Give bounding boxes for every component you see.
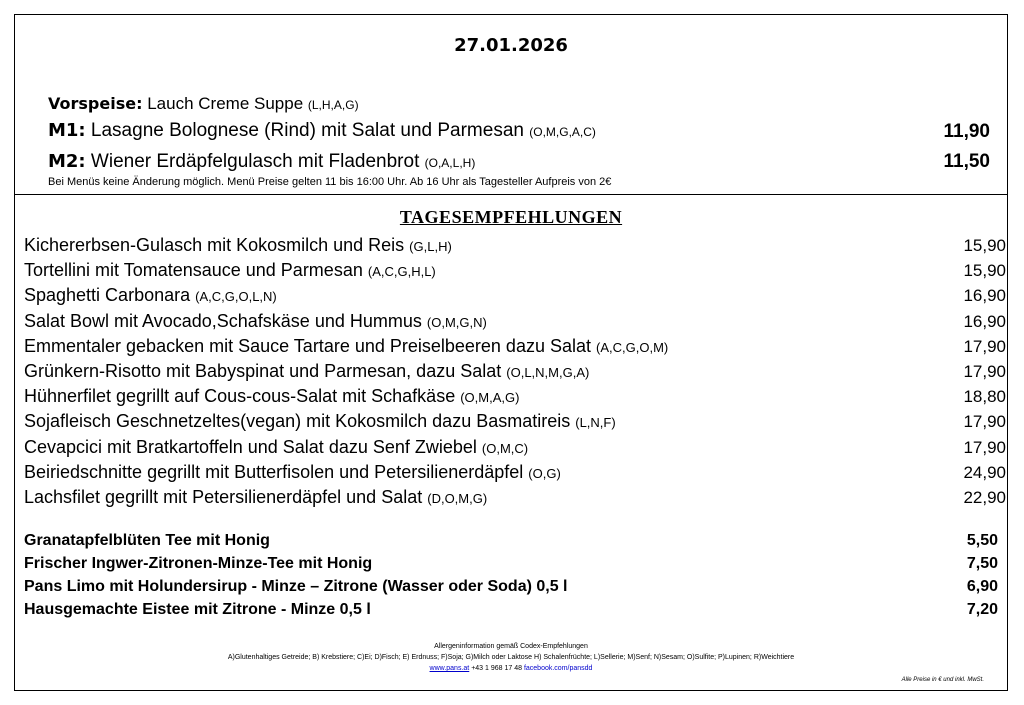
dish-name: Emmentaler gebacken mit Sauce Tartare und Preiselbeeren dazu Salat [24, 335, 591, 356]
section-divider [14, 194, 1008, 195]
drink-price: 6,90 [966, 578, 998, 595]
dish-row [24, 336, 668, 357]
vorspeise-text: Lauch Creme Suppe [147, 94, 304, 113]
dish-row [24, 487, 487, 508]
dish-allergens: (O,M,A,G) [460, 390, 520, 406]
dish-allergens: (O,G) [528, 465, 561, 481]
dish-name: Tortellini mit Tomatensauce und Parmesan [24, 260, 363, 281]
drink-name: Granatapfelblüten Tee mit Honig [24, 532, 270, 549]
dish-name: Grünkern-Risotto mit Babyspinat und Parmesan, dazu Salat [24, 361, 502, 381]
dish-name: Sojafleisch Geschnetzeltes(vegan) mit Kokosmilch dazu Basmatireis [24, 411, 571, 432]
dish-allergens: (L,N,F) [575, 415, 616, 431]
vorspeise-line [48, 94, 359, 114]
vorspeise-allergens: (L,H,A,G) [307, 98, 359, 112]
dish-allergens: (O,M,G,N) [426, 314, 487, 330]
dish-price: 17,90 [963, 362, 1006, 381]
menu-date: 27.01.2026 [454, 35, 568, 56]
m2-allergens: (O,A,L,H) [424, 156, 476, 170]
m2-label: M2: [48, 151, 86, 172]
dish-allergens: (O,M,C) [481, 440, 529, 456]
dish-price: 16,90 [963, 311, 1006, 331]
dish-name: Kichererbsen-Gulasch mit Kokosmilch und Reis [24, 235, 405, 255]
dish-row [24, 235, 452, 256]
m1-text: Lasagne Bolognese (Rind) mit Salat und Parmesan [90, 120, 524, 141]
m2-line [48, 151, 475, 173]
dish-name: Hühnerfilet gegrillt auf Cous-cous-Salat mit Schafkäse [24, 386, 456, 407]
dish-allergens: (D,O,M,G) [427, 491, 488, 506]
dish-row [24, 386, 519, 407]
dish-name: Salat Bowl mit Avocado,Schafskäse und Hummus [24, 310, 422, 331]
drink-price: 7,20 [966, 601, 998, 618]
dish-name: Beiriedschnitte gegrillt mit Butterfisolen und Petersilienerdäpfel [24, 461, 524, 482]
drink-price: 7,50 [966, 555, 998, 572]
drink-name: Hausgemachte Eistee mit Zitrone - Minze 0,5 l [24, 601, 371, 618]
dish-allergens: (A,C,G,H,L) [367, 264, 436, 280]
dish-row [24, 285, 277, 306]
dish-row [24, 411, 616, 432]
website-link[interactable]: www.pans.at [429, 665, 470, 672]
dish-row [24, 260, 436, 281]
drink-name: Frischer Ingwer-Zitronen-Minze-Tee mit Honig [24, 555, 373, 572]
dish-price: 17,90 [963, 336, 1006, 356]
vorspeise-label: Vorspeise: [48, 94, 143, 113]
m1-label: M1: [48, 120, 86, 141]
m2-price: 11,50 [943, 151, 990, 172]
dish-price: 15,90 [963, 236, 1006, 255]
m1-price: 11,90 [943, 121, 990, 142]
dish-name: Cevapcici mit Bratkartoffeln und Salat dazu Senf Zwiebel [24, 436, 477, 457]
drink-name: Pans Limo mit Holundersirup - Minze – Zitrone (Wasser oder Soda) 0,5 l [24, 578, 568, 595]
dish-price: 18,80 [963, 387, 1006, 407]
price-note: Alle Preise in € und inkl. MwSt. [901, 677, 984, 683]
dish-allergens: (A,C,G,O,M) [596, 339, 669, 355]
dish-price: 16,90 [963, 286, 1006, 306]
m2-text: Wiener Erdäpfelgulasch mit Fladenbrot [90, 151, 420, 172]
contact-line [14, 665, 1008, 672]
tagesempfehlungen-title: TAGESEMPFEHLUNGEN [399, 207, 623, 227]
dish-price: 17,90 [963, 437, 1006, 457]
dish-name: Spaghetti Carbonara [24, 285, 191, 306]
dish-price: 24,90 [963, 462, 1006, 482]
dish-row [24, 311, 487, 332]
allergen-legend: A)Glutenhaltiges Getreide; B) Krebstiere; C)Ei; D)Fisch; E) Erdnuss; F)Soja; G)Milch oder Laktose H) Schalenfrüchte; L)Sellerie; M)Senf; N)Sesam; O)Sulfite; P)Lupinen; R)Weichtiere [227, 654, 795, 661]
m1-allergens: (O,M,G,A,C) [529, 125, 596, 139]
dish-row [24, 437, 528, 458]
facebook-link[interactable]: facebook.com/pansdd [523, 665, 593, 672]
dish-allergens: (G,L,H) [409, 239, 452, 254]
allergen-title: Allergeninformation gemäß Codex-Empfehlungen [434, 643, 588, 650]
dish-price: 15,90 [963, 261, 1006, 281]
dish-price: 17,90 [963, 412, 1006, 432]
dish-price: 22,90 [963, 488, 1006, 507]
dish-name: Lachsfilet gegrillt mit Petersilienerdäpfel und Salat [24, 487, 423, 507]
m1-line [48, 120, 596, 142]
phone-number: +43 1 968 17 48 [471, 665, 522, 672]
dish-row [24, 462, 561, 483]
dish-allergens: (O,L,N,M,G,A) [506, 365, 590, 380]
menu-note: Bei Menüs keine Änderung möglich. Menü Preise gelten 11 bis 16:00 Uhr. Ab 16 Uhr als Tagesteller Aufpreis von 2€ [48, 176, 612, 188]
dish-allergens: (A,C,G,O,L,N) [195, 289, 277, 305]
dish-row [24, 361, 589, 382]
drink-price: 5,50 [966, 532, 998, 549]
